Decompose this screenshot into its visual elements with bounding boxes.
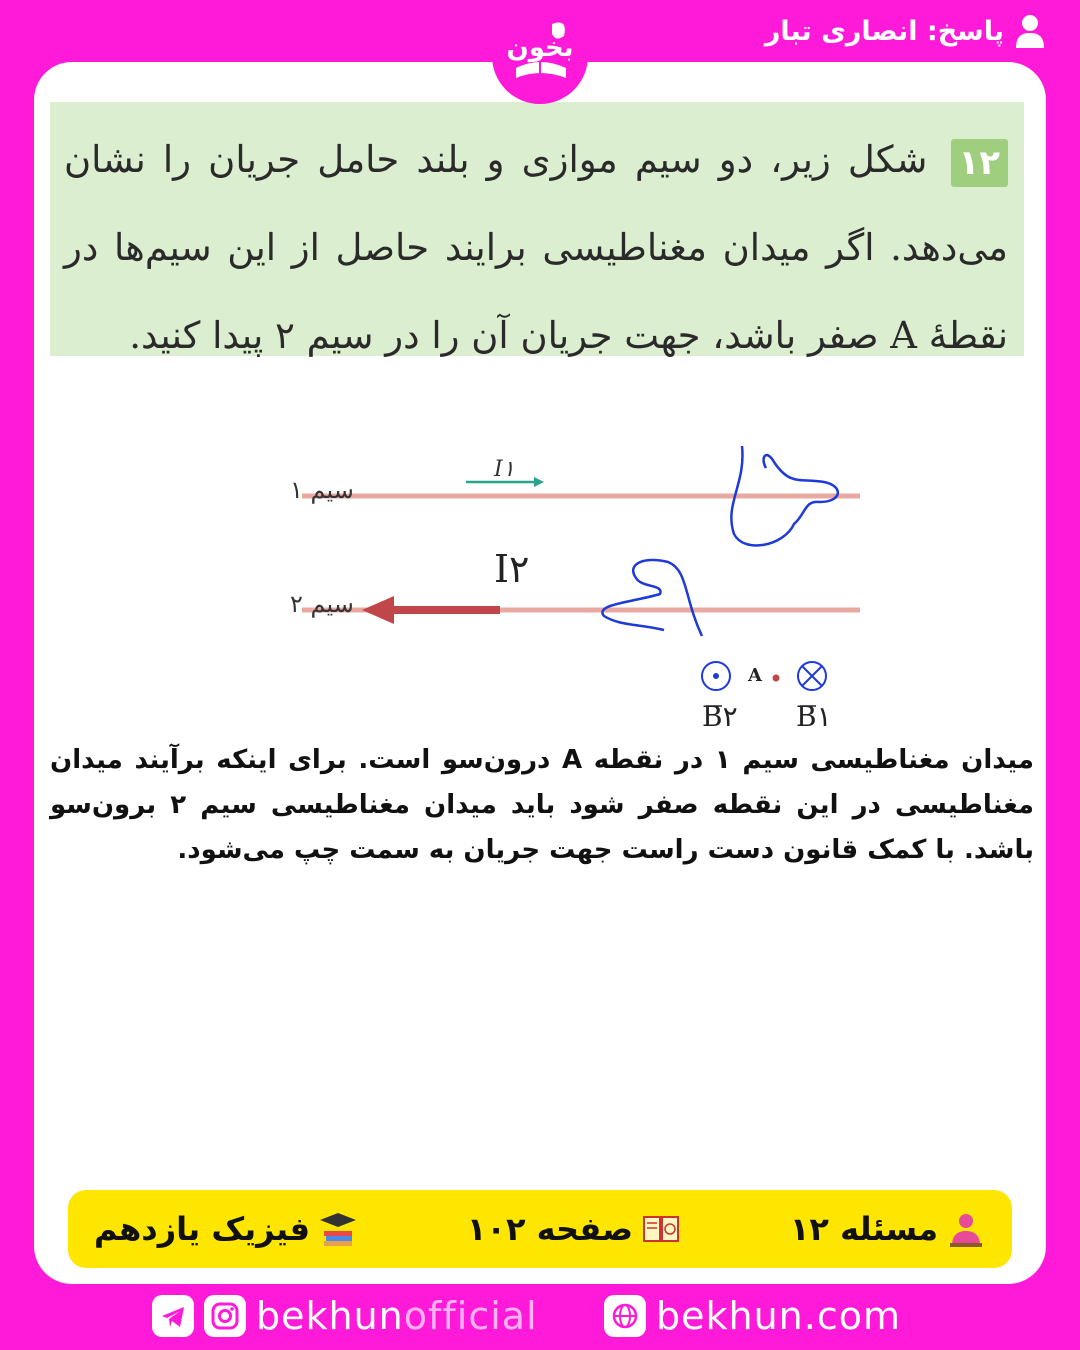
problem-number-label: مسئله ۱۲ [789, 1210, 938, 1248]
question-box [50, 102, 1024, 356]
social-handle[interactable] [152, 1290, 538, 1342]
b1-label: B۱ [796, 700, 832, 733]
website-text[interactable]: bekhun.com [656, 1294, 901, 1338]
question-text: شکل زیر، دو سیم موازی و بلند حامل جریان را نشان می‌دهد. اگر میدان مغناطیسی برایند حاصل از این سیم‌ها در نقطهٔ A صفر باشد، جهت جریان آن را در سیم ۲ پیدا کنید. [64, 138, 1008, 357]
wire-1-label: سیم ۱ [290, 476, 354, 504]
hand-2-icon [602, 560, 702, 636]
problem-number [790, 1209, 986, 1249]
telegram-icon[interactable] [152, 1295, 194, 1337]
handle-main: bekhun [256, 1294, 404, 1338]
book-icon [641, 1209, 681, 1249]
website-link[interactable] [604, 1290, 901, 1342]
answer-author-label: پاسخ: انصاری تبار [764, 15, 1004, 47]
wires-figure [194, 374, 874, 733]
wire-2-label: سیم ۲ [290, 590, 354, 618]
instagram-icon[interactable] [204, 1295, 246, 1337]
handle-accent: official [403, 1294, 538, 1338]
user-icon [1014, 14, 1046, 48]
subject-label: فیزیک یازدهم [94, 1210, 311, 1248]
question-paragraph [64, 116, 1008, 380]
b2-label: B۲ [702, 700, 738, 733]
current-2-arrow [394, 606, 500, 614]
answer-author [765, 14, 1046, 48]
point-a-label: A [748, 665, 762, 686]
content-card [34, 62, 1046, 1284]
current-1-label: I۱ [494, 457, 515, 482]
graduation-books-icon [318, 1209, 358, 1249]
logo-text: بخون [506, 33, 574, 63]
page-number [467, 1209, 681, 1249]
info-bar [68, 1190, 1012, 1268]
answer-text: میدان مغناطیسی سیم ۱ در نقطه A درون‌سو است. برای اینکه برآیند میدان مغناطیسی در این نقطه صفر شود باید میدان مغناطیسی سیم ۲ برون‌سو باشد. با کمک قانون دست راست جهت جریان به سمت چپ می‌شود. [50, 745, 1034, 865]
brand-logo [486, 6, 594, 106]
current-2-label: I۲ [494, 547, 530, 591]
question-number: ۱۲ [951, 139, 1009, 187]
globe-icon [604, 1295, 646, 1337]
subject [94, 1209, 358, 1249]
teacher-icon [946, 1209, 986, 1249]
handle-text [256, 1294, 538, 1338]
page-number-label: صفحه ۱۰۲ [466, 1210, 634, 1248]
point-a [773, 675, 780, 682]
